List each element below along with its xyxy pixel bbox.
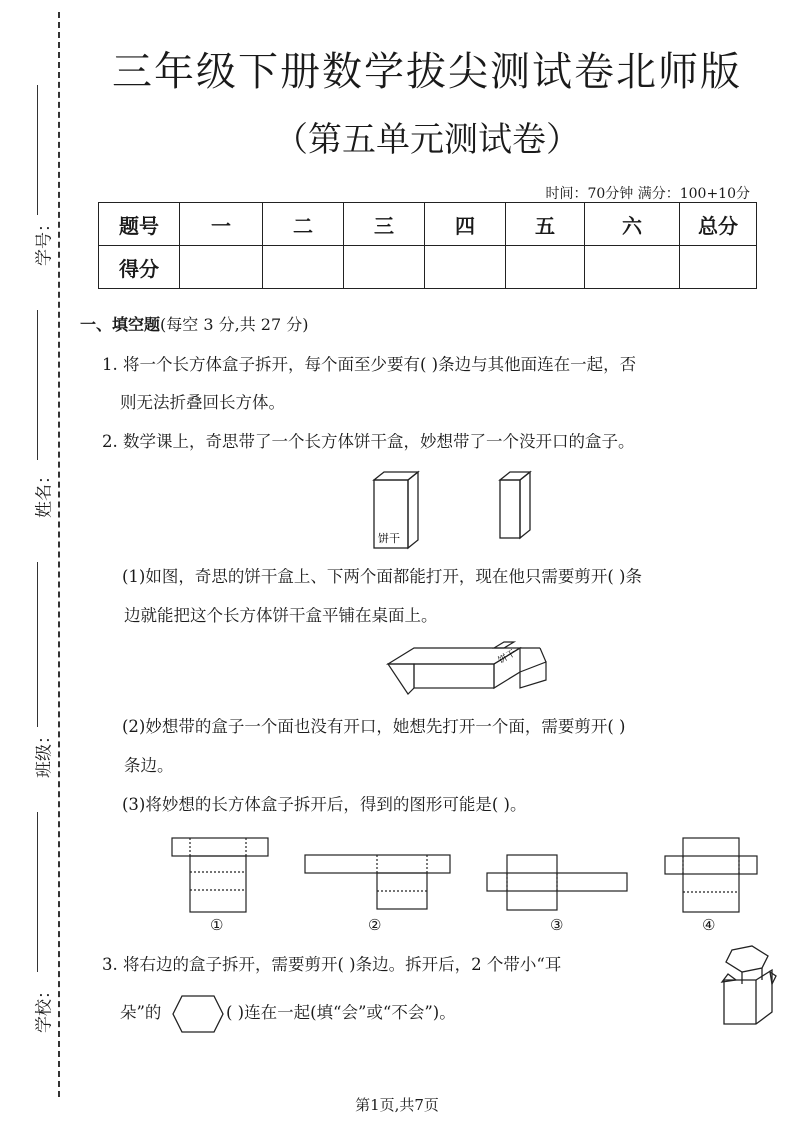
question-3-line-2-start: 朵”的 [120,1003,162,1022]
option-label-1: ① [210,916,224,934]
page-subtitle: （第五单元测试卷） [274,120,580,160]
section-note: (每空 3 分,共 27 分) [160,315,309,334]
subquestion-3-text: (3)将妙想的长方体盒子拆开后，得到的图形可能是( )。 [122,795,527,814]
table-cell: 总分 [680,203,757,246]
question-2-text: 2. 数学课上，奇思带了一个长方体饼干盒，妙想带了一个没开口的盒子。 [102,432,635,451]
student-id-label: 学号： [34,215,55,266]
section-title: 一、填空题 [80,315,161,334]
score-cell-4[interactable] [425,246,506,289]
table-cell: 题号 [99,203,180,246]
table-cell: 得分 [99,246,180,289]
subquestion-1-line-2: 边就能把这个长方体饼干盒平铺在桌面上。 [124,606,438,625]
net-option-1 [172,838,268,912]
unfolded-box-figure [388,640,548,700]
question-1-line-1: 1. 将一个长方体盒子拆开，每个面至少要有( )条边与其他面连在一起，否 [102,355,637,374]
question-3-line-2-end: ( )连在一起(填“会”或“不会”)。 [226,1003,456,1022]
subquestion-2-line-1: (2)妙想带的盒子一个面也没有开口，她想先打开一个面，需要剪开( ) [122,717,626,736]
school-line [37,812,38,972]
table-cell: 二 [263,203,344,246]
binding-dashed-line [58,12,60,1097]
score-cell-2[interactable] [263,246,344,289]
section-heading [80,312,308,335]
score-cell-6[interactable] [585,246,680,289]
option-label-3: ③ [550,916,564,934]
table-cell: 五 [506,203,585,246]
net-option-3 [487,855,627,910]
hex-box-figure [718,946,776,1030]
score-cell-total[interactable] [680,246,757,289]
boxes-figure [370,470,530,550]
table-cell: 三 [344,203,425,246]
school-label: 学校： [34,982,55,1033]
table-cell: 一 [180,203,263,246]
table-score-row [99,246,757,289]
box-label: 饼干 [378,533,400,545]
table-header-row [99,203,757,246]
name-line [37,310,38,460]
table-cell: 六 [585,203,680,246]
score-cell-5[interactable] [506,246,585,289]
table-cell: 四 [425,203,506,246]
page-title: 三年级下册数学拔尖测试卷北师版 [112,49,742,95]
unfolded-box-label: 饼干 [496,647,518,666]
score-cell-3[interactable] [344,246,425,289]
page-footer: 第1页,共7页 [355,1096,439,1114]
class-line [37,562,38,727]
option-label-4: ④ [702,916,716,934]
option-label-2: ② [368,916,382,934]
class-label: 班级： [34,727,55,778]
score-cell-1[interactable] [180,246,263,289]
hexagon-icon [172,995,224,1033]
name-label: 姓名： [34,467,55,518]
exam-meta: 时间：70分钟 满分：100+10分 [545,186,750,202]
score-table [98,202,757,289]
question-3-line-1: 3. 将右边的盒子拆开，需要剪开( )条边。拆开后，2 个带小“耳 [102,955,562,974]
net-option-2 [305,855,450,910]
subquestion-1-line-1: (1)如图，奇思的饼干盒上、下两个面都能打开，现在他只需要剪开( )条 [122,567,642,586]
net-option-4 [665,838,757,912]
subquestion-2-line-2: 条边。 [124,756,174,775]
question-1-line-2: 则无法折叠回长方体。 [120,393,285,412]
student-id-line [37,85,38,215]
